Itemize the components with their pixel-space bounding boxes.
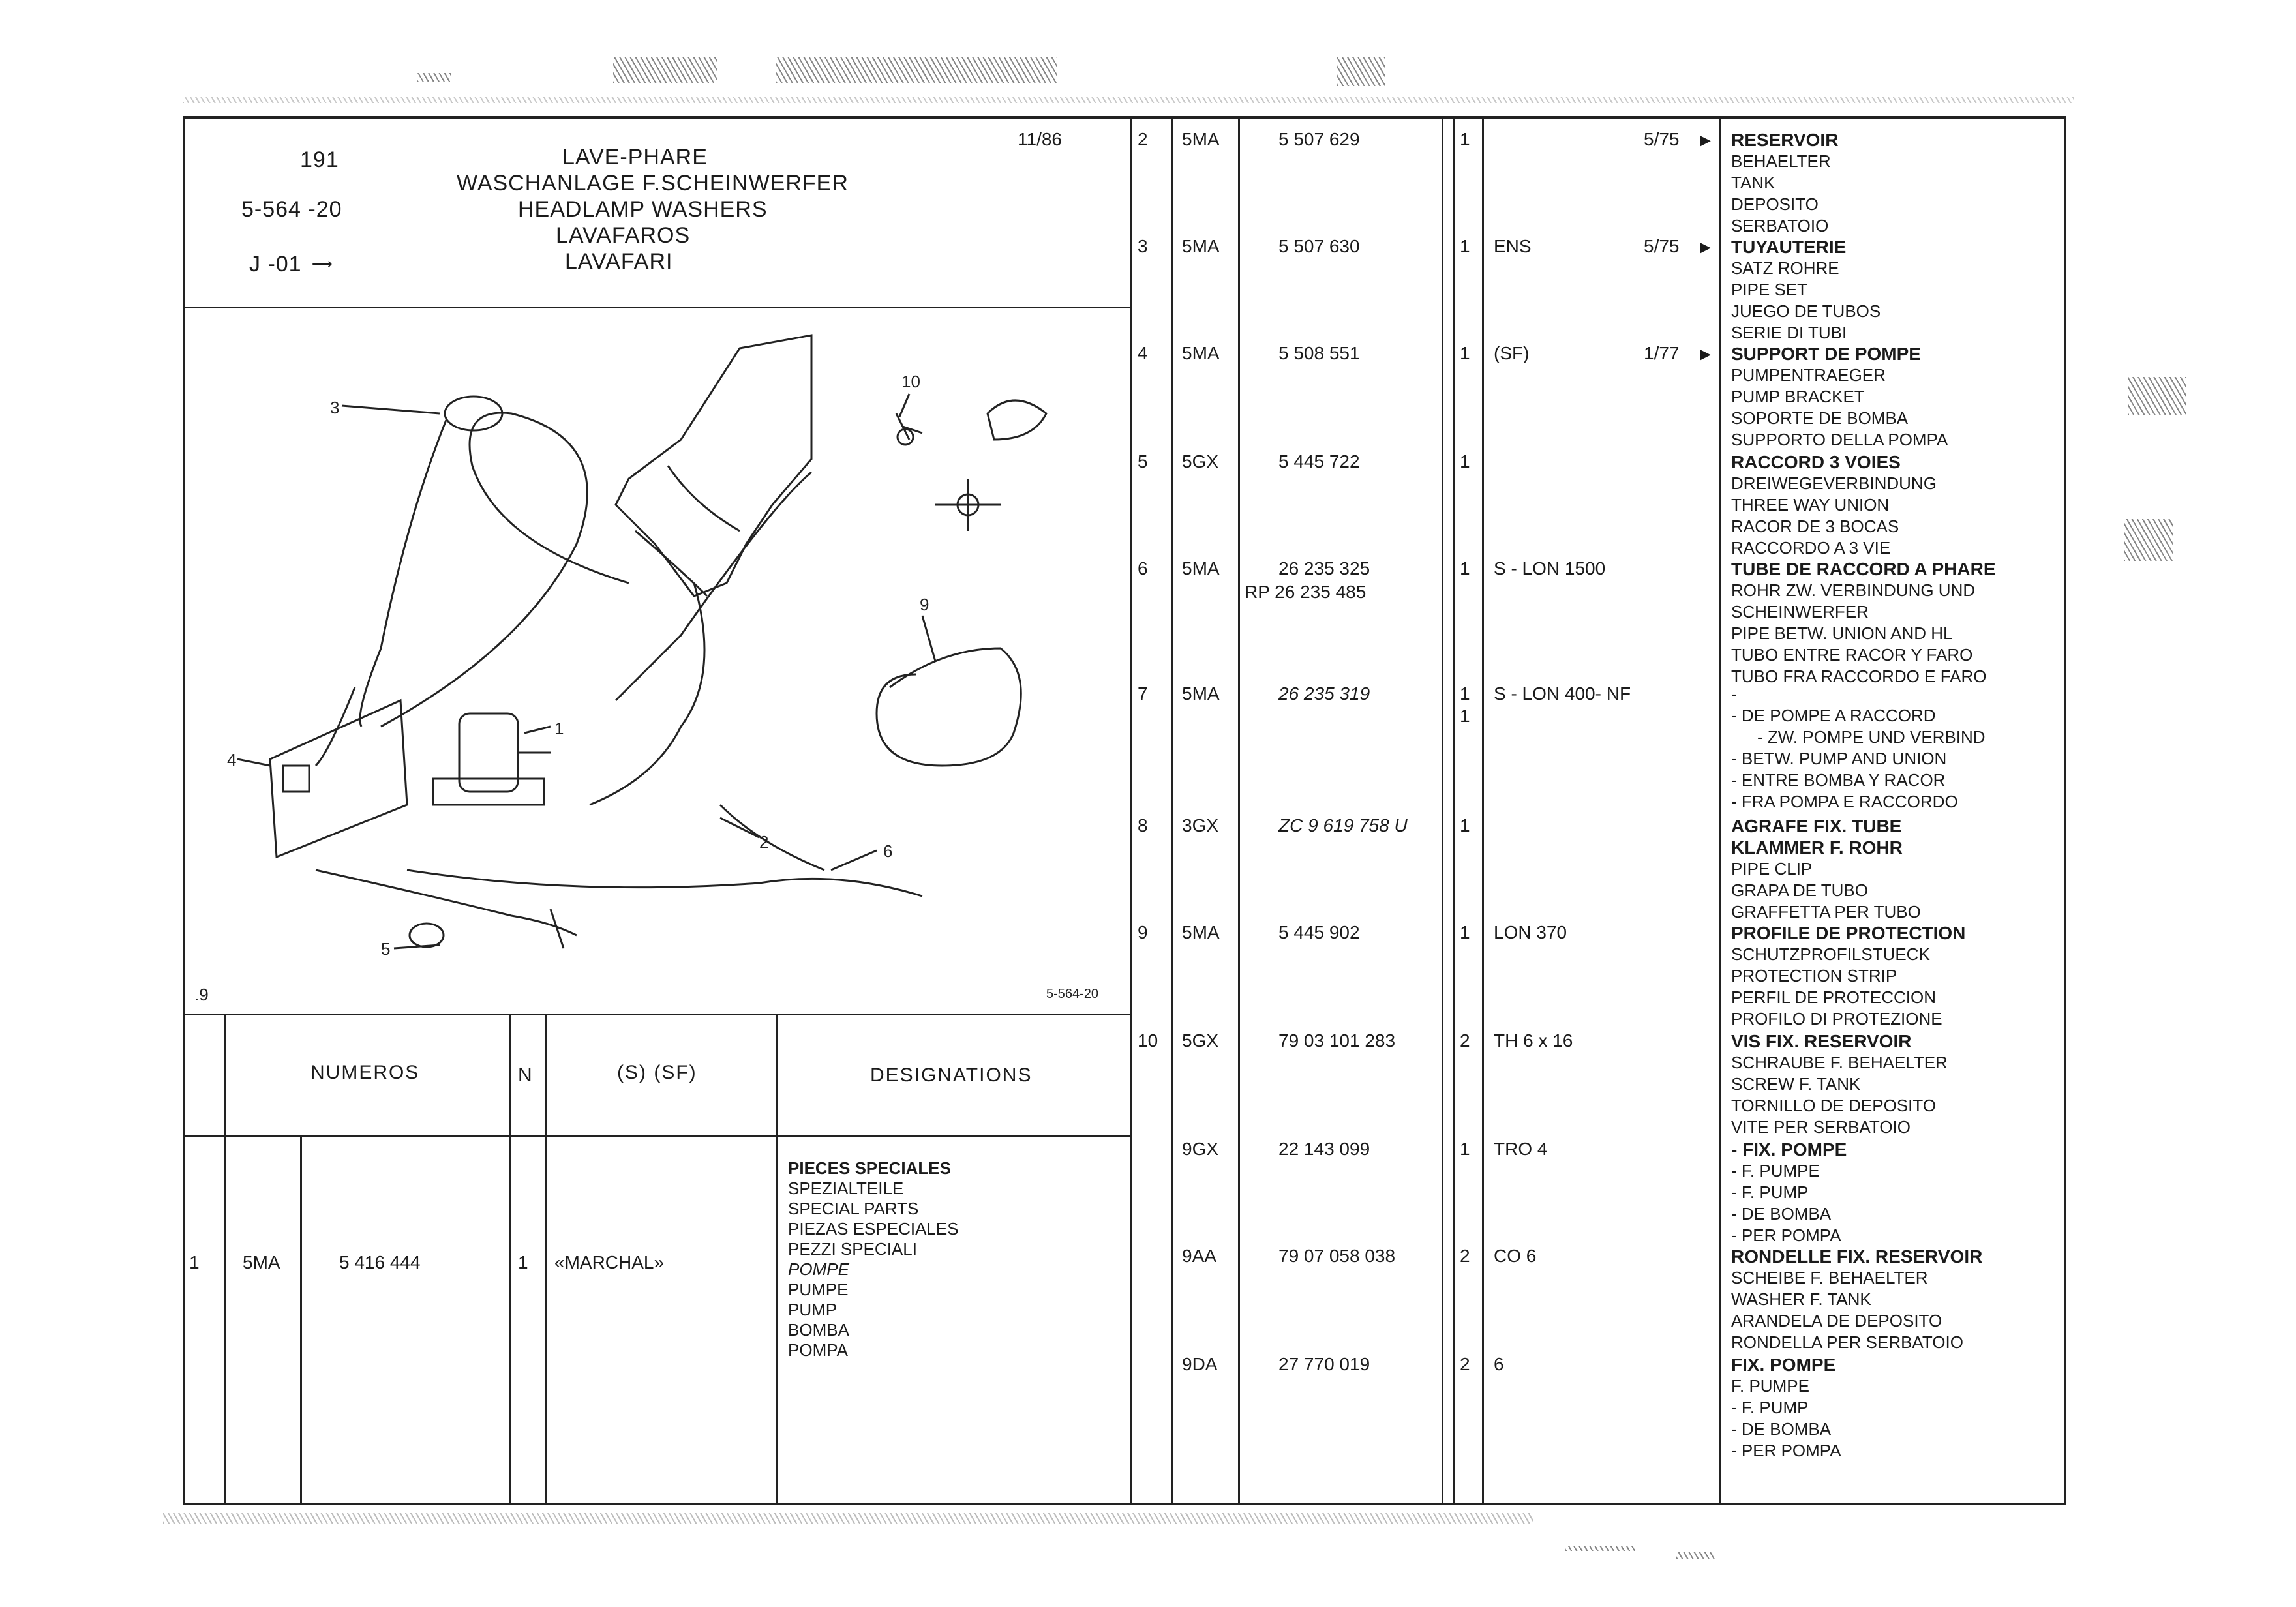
designation-line: AGRAFE FIX. TUBE (1731, 816, 1902, 836)
designation-line: PROFILO DI PROTEZIONE (1731, 1009, 1942, 1029)
part-group: 5GX (1182, 1030, 1219, 1051)
exploded-parts-diagram (185, 309, 1128, 1012)
callout-3: 3 (330, 398, 340, 417)
part-quantity-alt: 1 (1460, 706, 1470, 726)
special-line: PEZZI SPECIALI (788, 1239, 917, 1259)
designation-line: RONDELLA PER SERBATOIO (1731, 1332, 1963, 1352)
designation-line: - F. PUMPE (1731, 1161, 1820, 1180)
designation-line: PIPE SET (1731, 280, 1808, 299)
part-group: 9DA (1182, 1354, 1218, 1374)
designation-line: THREE WAY UNION (1731, 495, 1890, 515)
part-remark: LON 370 (1494, 922, 1567, 942)
part-group: 5MA (1182, 683, 1220, 704)
scan-artifact (1565, 1546, 1637, 1551)
special-line: PIEZAS ESPECIALES (788, 1219, 959, 1239)
title-es: LAVAFAROS (556, 223, 691, 248)
designation-line: TUYAUTERIE (1731, 237, 1847, 257)
part-quantity: 1 (1460, 343, 1470, 363)
part-reference: 5 445 902 (1278, 922, 1360, 942)
scan-artifact (1337, 57, 1385, 86)
scan-artifact (183, 97, 2074, 103)
designation-line: - PER POMPA (1731, 1225, 1841, 1245)
row-reference: 5 416 444 (339, 1252, 421, 1272)
lower-column-rule (224, 1014, 226, 1505)
part-index: 10 (1138, 1030, 1158, 1051)
special-line: PUMP (788, 1300, 838, 1319)
designation-line: JUEGO DE TUBOS (1731, 301, 1881, 321)
special-line: POMPA (788, 1340, 848, 1360)
part-designation (1731, 236, 1881, 344)
part-date: 1/77 (1644, 343, 1680, 363)
designation-line: - F. PUMP (1731, 1398, 1809, 1417)
part-index: 6 (1138, 558, 1148, 578)
designation-line: - (1731, 684, 1737, 704)
designation-line: - DE POMPE A RACCORD (1731, 706, 1936, 725)
revision-date: 11/86 (1018, 129, 1062, 149)
part-quantity: 2 (1460, 1246, 1470, 1266)
part-reference: 5 507 630 (1278, 236, 1360, 256)
part-date: 5/75 (1644, 129, 1680, 149)
designation-line: GRAFFETTA PER TUBO (1731, 902, 1921, 922)
designation-line: SATZ ROHRE (1731, 258, 1839, 278)
lower-column-rule (300, 1135, 302, 1505)
part-remark: TRO 4 (1494, 1139, 1548, 1159)
column-rule (1719, 116, 1721, 1505)
designation-line: - PER POMPA (1731, 1441, 1841, 1460)
part-reference: 22 143 099 (1278, 1139, 1370, 1159)
part-remark: S - LON 1500 (1494, 558, 1606, 578)
designation-line: PERFIL DE PROTECCION (1731, 987, 1936, 1007)
part-quantity: 1 (1460, 451, 1470, 472)
lower-column-rule (545, 1014, 547, 1505)
designation-line: SUPPORT DE POMPE (1731, 344, 1921, 364)
designation-line: PUMPENTRAEGER (1731, 365, 1886, 385)
part-reference: 79 07 058 038 (1278, 1246, 1396, 1266)
designation-line: SCHEIBE F. BEHAELTER (1731, 1268, 1928, 1287)
row-quantity: 1 (518, 1252, 528, 1272)
designation-line: - DE BOMBA (1731, 1419, 1832, 1439)
callout-9: 9 (920, 595, 929, 614)
part-index: 7 (1138, 683, 1148, 704)
diagram-separator (183, 1014, 1130, 1015)
column-rule (1442, 116, 1443, 1505)
designation-line: - F. PUMP (1731, 1182, 1809, 1202)
special-parts-list (788, 1158, 959, 1360)
part-designation (1731, 1354, 1841, 1462)
header-s-sf: (S) (SF) (617, 1062, 697, 1083)
header-designations: DESIGNATIONS (870, 1064, 1033, 1086)
designation-line: TANK (1731, 173, 1775, 192)
column-rule (1482, 116, 1484, 1505)
part-designation (1731, 922, 1965, 1030)
part-reference: 79 03 101 283 (1278, 1030, 1396, 1051)
special-line: PUMPE (788, 1280, 849, 1299)
callout-2: 2 (759, 832, 769, 852)
designation-line: SERBATOIO (1731, 216, 1829, 235)
part-reference: 5 507 629 (1278, 129, 1360, 149)
designation-line: VIS FIX. RESERVOIR (1731, 1031, 1912, 1051)
designation-line: FIX. POMPE (1731, 1355, 1836, 1375)
part-quantity: 1 (1460, 815, 1470, 835)
part-designation (1731, 683, 1986, 813)
part-designation (1731, 1030, 1948, 1138)
callout-1: 1 (554, 719, 564, 738)
part-group: 3GX (1182, 815, 1219, 835)
row-remark: «MARCHAL» (554, 1252, 665, 1272)
part-designation (1731, 451, 1937, 559)
scan-artifact (2128, 377, 2186, 415)
scan-artifact (2124, 519, 2173, 561)
designation-line: - BETW. PUMP AND UNION (1731, 749, 1947, 768)
title-de: WASCHANLAGE F.SCHEINWERFER (457, 171, 849, 196)
part-index: 2 (1138, 129, 1148, 149)
arrow-right-icon: ▶ (1700, 239, 1711, 255)
page-code: 191 (300, 147, 339, 172)
part-remark: S - LON 400- NF (1494, 683, 1631, 704)
part-reference: 26 235 325 (1278, 558, 1370, 578)
designation-line: RACCORD 3 VOIES (1731, 452, 1901, 472)
designation-line: - FRA POMPA E RACCORDO (1731, 792, 1958, 811)
part-group: 5MA (1182, 922, 1220, 942)
designation-line: SERIE DI TUBI (1731, 323, 1847, 342)
part-reference: 27 770 019 (1278, 1354, 1370, 1374)
row-index: 1 (189, 1252, 200, 1272)
designation-line: TUBO ENTRE RACOR Y FARO (1731, 645, 1973, 665)
part-index: 3 (1138, 236, 1148, 256)
designation-line: DEPOSITO (1731, 194, 1819, 214)
arrow-right-icon: ▶ (1700, 132, 1711, 148)
designation-line: TUBE DE RACCORD A PHARE (1731, 559, 1996, 579)
part-quantity: 2 (1460, 1354, 1470, 1374)
designation-line: SCREW F. TANK (1731, 1074, 1861, 1094)
part-quantity: 1 (1460, 922, 1470, 942)
column-rule (1453, 116, 1455, 1505)
part-index: 5 (1138, 451, 1148, 472)
designation-line: PROTECTION STRIP (1731, 966, 1897, 985)
callout-4: 4 (227, 750, 237, 770)
lower-column-rule (509, 1014, 511, 1505)
scan-artifact (417, 73, 451, 82)
part-group: 9GX (1182, 1139, 1219, 1159)
part-designation (1731, 343, 1948, 451)
designation-line: F. PUMPE (1731, 1376, 1809, 1396)
designation-line: VITE PER SERBATOIO (1731, 1117, 1911, 1137)
part-reference: 5 508 551 (1278, 343, 1360, 363)
part-quantity: 1 (1460, 1139, 1470, 1159)
scan-artifact (776, 57, 1057, 83)
scan-artifact (163, 1513, 1533, 1524)
callout-6: 6 (883, 841, 893, 861)
designation-line: RONDELLE FIX. RESERVOIR (1731, 1246, 1983, 1267)
row-group: 5MA (243, 1252, 280, 1272)
designation-line: KLAMMER F. ROHR (1731, 837, 1903, 858)
part-designation (1731, 1246, 1982, 1353)
part-designation (1731, 558, 1996, 687)
part-quantity: 1 (1460, 558, 1470, 578)
designation-line: SUPPORTO DELLA POMPA (1731, 430, 1948, 449)
part-remark: (SF) (1494, 343, 1530, 363)
column-rule (1238, 116, 1240, 1505)
sub-reference: J -01 (249, 252, 302, 277)
title-fr: LAVE-PHARE (562, 145, 708, 170)
scan-artifact (1676, 1552, 1715, 1559)
designation-line: ROHR ZW. VERBINDUNG UND (1731, 580, 1976, 600)
part-index: 8 (1138, 815, 1148, 835)
part-group: 5MA (1182, 343, 1220, 363)
part-reference: 5 445 722 (1278, 451, 1360, 472)
reference-number: 5-564 -20 (241, 197, 342, 222)
designation-line: PIPE BETW. UNION AND HL (1731, 623, 1953, 643)
part-designation (1731, 815, 1921, 923)
part-remark: TH 6 x 16 (1494, 1030, 1573, 1051)
special-line: BOMBA (788, 1320, 849, 1340)
designation-line: - ENTRE BOMBA Y RACOR (1731, 770, 1946, 790)
part-designation (1731, 1139, 1847, 1246)
special-line: SPECIAL PARTS (788, 1199, 919, 1218)
header-numeros: NUMEROS (310, 1062, 420, 1083)
designation-line: PROFILE DE PROTECTION (1731, 923, 1966, 943)
designation-line: TUBO FRA RACCORDO E FARO (1731, 667, 1987, 686)
designation-line: SOPORTE DE BOMBA (1731, 408, 1909, 428)
part-quantity: 1 (1460, 236, 1470, 256)
part-remark: 6 (1494, 1354, 1504, 1374)
part-reference-alt: RP 26 235 485 (1245, 582, 1367, 602)
designation-line: WASHER F. TANK (1731, 1289, 1871, 1309)
callout-10: 10 (901, 372, 920, 391)
designation-line: BEHAELTER (1731, 151, 1831, 171)
lower-header-separator (183, 1135, 1130, 1137)
part-index: 4 (1138, 343, 1148, 363)
part-date: 5/75 (1644, 236, 1680, 256)
part-designation (1731, 129, 1838, 237)
part-reference: 26 235 319 (1278, 683, 1370, 704)
special-line: POMPE (788, 1259, 849, 1279)
part-group: 5GX (1182, 451, 1219, 472)
designation-line: PUMP BRACKET (1731, 387, 1865, 406)
designation-line: DREIWEGEVERBINDUNG (1731, 473, 1937, 493)
column-rule (1130, 116, 1132, 1505)
designation-line: - ZW. POMPE UND VERBIND (1757, 727, 1986, 747)
special-line: PIECES SPECIALES (788, 1158, 951, 1178)
designation-line: SCHRAUBE F. BEHAELTER (1731, 1053, 1948, 1072)
scan-artifact (613, 57, 718, 83)
designation-line: PIPE CLIP (1731, 859, 1813, 879)
header-n: N (518, 1064, 534, 1086)
designation-line: ARANDELA DE DEPOSITO (1731, 1311, 1942, 1330)
designation-line: RESERVOIR (1731, 130, 1839, 150)
designation-line: SCHUTZPROFILSTUECK (1731, 944, 1930, 964)
designation-line: TORNILLO DE DEPOSITO (1731, 1096, 1937, 1115)
designation-line: RACCORDO A 3 VIE (1731, 538, 1891, 558)
part-remark: CO 6 (1494, 1246, 1537, 1266)
column-rule (1171, 116, 1173, 1505)
arrow-right-icon: ⟶ (312, 256, 333, 272)
special-line: SPEZIALTEILE (788, 1179, 904, 1198)
diagram-corner-ref: .9 (194, 985, 209, 1004)
title-en: HEADLAMP WASHERS (518, 197, 768, 222)
part-index: 9 (1138, 922, 1148, 942)
part-reference: ZC 9 619 758 U (1278, 815, 1408, 835)
arrow-right-icon: ▶ (1700, 346, 1711, 362)
callout-5: 5 (381, 939, 391, 959)
designation-line: SCHEINWERFER (1731, 602, 1869, 622)
header-separator (183, 307, 1130, 308)
part-group: 5MA (1182, 236, 1220, 256)
lower-column-rule (776, 1014, 778, 1505)
part-group: 5MA (1182, 558, 1220, 578)
part-quantity: 2 (1460, 1030, 1470, 1051)
designation-line: RACOR DE 3 BOCAS (1731, 517, 1899, 536)
title-it: LAVAFARI (565, 249, 673, 274)
part-quantity: 1 (1460, 683, 1470, 704)
part-quantity: 1 (1460, 129, 1470, 149)
part-group: 5MA (1182, 129, 1220, 149)
part-group: 9AA (1182, 1246, 1216, 1266)
part-remark: ENS (1494, 236, 1532, 256)
designation-line: GRAPA DE TUBO (1731, 880, 1868, 900)
diagram-reference: 5-564-20 (1046, 987, 1099, 1001)
designation-line: - DE BOMBA (1731, 1204, 1832, 1224)
designation-line: - FIX. POMPE (1731, 1139, 1847, 1160)
